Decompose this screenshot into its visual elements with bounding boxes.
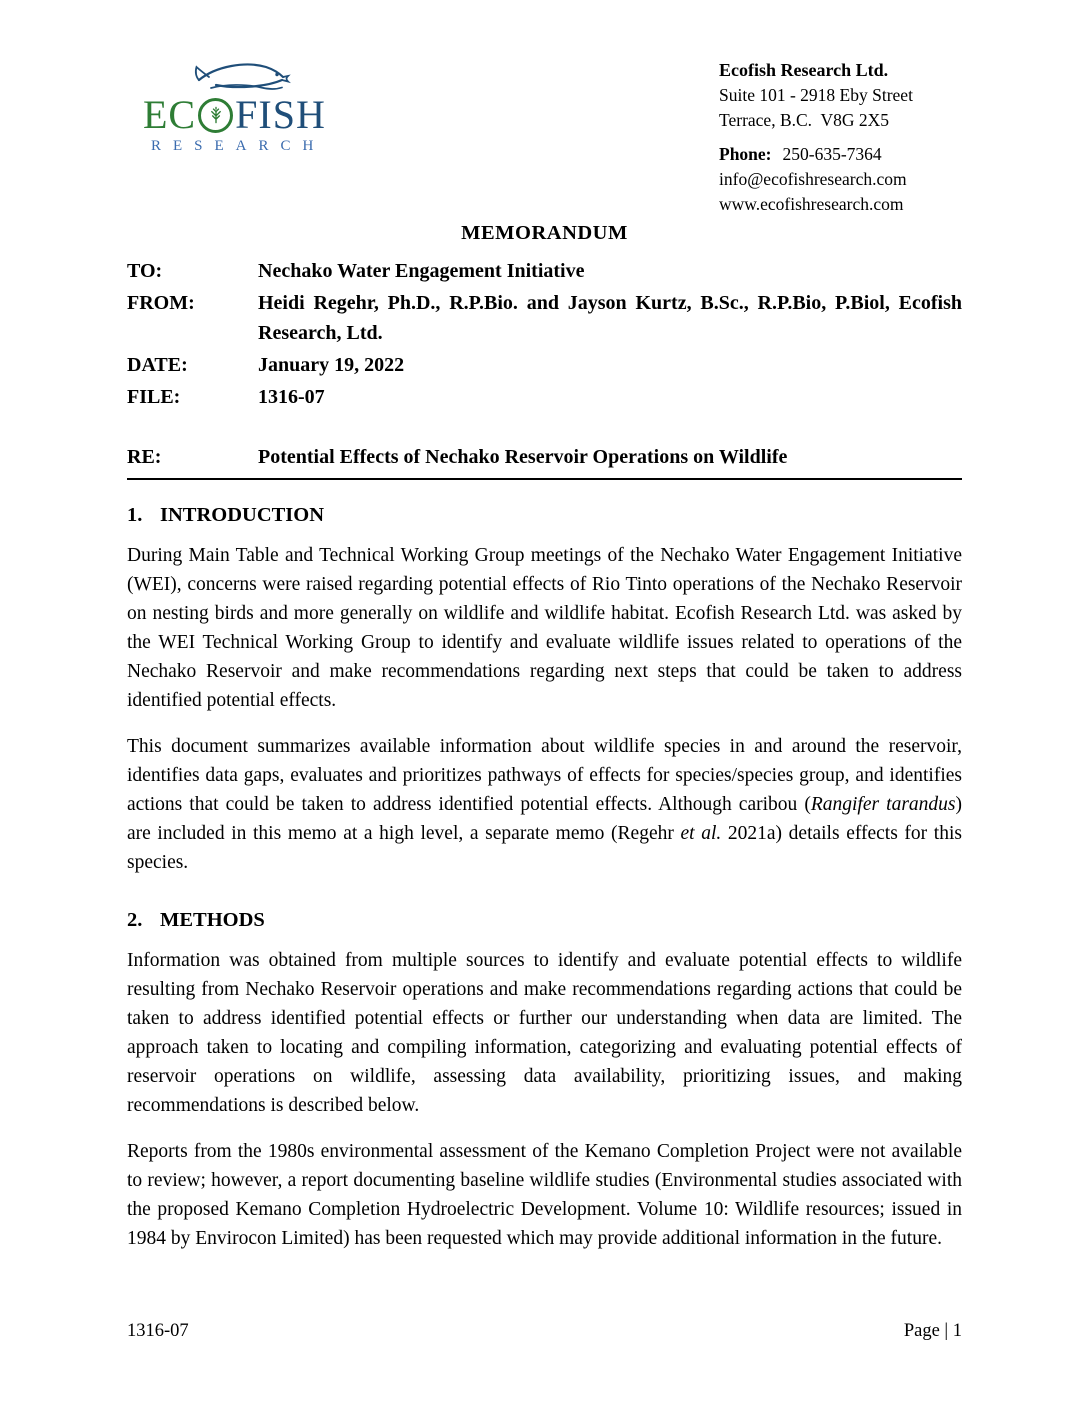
methods-paragraph-1: Information was obtained from multiple sources to identify and evaluate potential effects to wildlife resulting from Nechako Reservoir operations and make recommendations regarding actions that could be taken to address identified potential effects or further our understanding when data are limited. The approach taken to locating and compiling information, categorizing and evaluating potential effects of reservoir operations on wildlife, assessing data availability, prioritizing issues, and making recommendations is described below. [127, 950, 962, 1116]
website-url: www.ecofishresearch.com [719, 194, 904, 214]
memo-row-label: FROM: [127, 292, 195, 314]
tree-icon [205, 104, 227, 126]
paragraph-text: This document summarizes available information about wildlife species in and around the reservoir, identifies data gaps, evaluates and prioritizes pathways of effects for species/species group, and identifies actions that could be taken to address identified potential effects. Although caribou ( [127, 736, 962, 815]
address-line-1: Suite 101 - 2918 Eby Street [719, 85, 913, 105]
memo-title: MEMORANDUM [461, 222, 628, 244]
memo-row-from [127, 288, 962, 348]
intro-paragraph-1: During Main Table and Technical Working Group meetings of the Nechako Water Engagement Initiative (WEI), concerns were raised regarding potential effects of Rio Tinto operations of the Nechako Reservoir on nesting birds and more generally on wildlife and wildlife habitat. Ecofish Research Ltd. was asked by the WEI Technical Working Group to identify and evaluate wildlife issues related to operations of the Nechako Reservoir and make recommendations regarding next steps that could be taken to address identified potential effects. [127, 545, 962, 711]
italic-et-al: et al. [680, 823, 722, 844]
contact-block [719, 58, 962, 217]
memo-row-value: 1316-07 [258, 386, 325, 408]
ecofish-logo [143, 58, 338, 155]
logo-wordmark [143, 92, 338, 137]
memo-header-rows [127, 256, 962, 412]
footer-file-number: 1316-07 [127, 1321, 189, 1341]
methods-paragraph-2: Reports from the 1980s environmental assessment of the Kemano Completion Project were not available to review; however, a report documenting baseline wildlife studies (Environmental studies associated with the proposed Kemano Completion Hydroelectric Development. Volume 10: Wildlife resources; issued in 1984 by Envirocon Limited) has been requested which may provide additional information in the future. [127, 1141, 962, 1249]
memo-row-value: Heidi Regehr, Ph.D., R.P.Bio. and Jayson Kurtz, B.Sc., R.P.Bio, P.Biol, Ecofish Research, Ltd. [258, 292, 962, 344]
tree-in-circle-icon [198, 98, 233, 133]
intro-paragraph-2 [127, 732, 962, 877]
fish-icon [191, 58, 291, 94]
paragraph-text: 2021a) details effects for this species. [127, 823, 962, 873]
logo-research-text: RESEARCH [151, 138, 326, 154]
memo-row-date [127, 350, 962, 380]
section-heading-methods [127, 908, 962, 932]
page-header [127, 58, 962, 215]
memo-row-file [127, 382, 962, 412]
re-subject: Potential Effects of Nechako Reservoir Operations on Wildlife [258, 446, 788, 468]
phone-label: Phone: [719, 144, 772, 164]
section-title: INTRODUCTION [160, 504, 325, 526]
re-label: RE: [127, 446, 162, 468]
section-heading-introduction [127, 503, 962, 527]
memo-row-to [127, 256, 962, 286]
phone-number: 250-635-7364 [782, 144, 882, 164]
phone-row [719, 142, 962, 167]
memo-row-re [127, 445, 962, 469]
memo-row-label: TO: [127, 260, 163, 282]
paragraph-text: ) are included in this memo at a high level, a separate memo (Regehr [127, 794, 962, 844]
memo-row-value: January 19, 2022 [258, 354, 405, 376]
address-line-2: Terrace, B.C. V8G 2X5 [719, 110, 890, 130]
section-title: METHODS [160, 909, 265, 931]
memo-row-label: DATE: [127, 354, 188, 376]
re-section [127, 445, 962, 480]
company-name: Ecofish Research Ltd. [719, 60, 889, 80]
memo-row-label: FILE: [127, 386, 181, 408]
section-number: 1. [127, 504, 143, 526]
italic-species-name: Rangifer tarandus [810, 794, 956, 815]
email-address: info@ecofishresearch.com [719, 169, 907, 189]
footer-page-number: Page | 1 [903, 1321, 962, 1341]
section-number: 2. [127, 909, 143, 931]
logo-eco-text: EC [143, 92, 197, 137]
logo-fish-text: FISH [235, 92, 326, 137]
page-footer [127, 1320, 962, 1342]
memo-row-value: Nechako Water Engagement Initiative [258, 260, 585, 282]
